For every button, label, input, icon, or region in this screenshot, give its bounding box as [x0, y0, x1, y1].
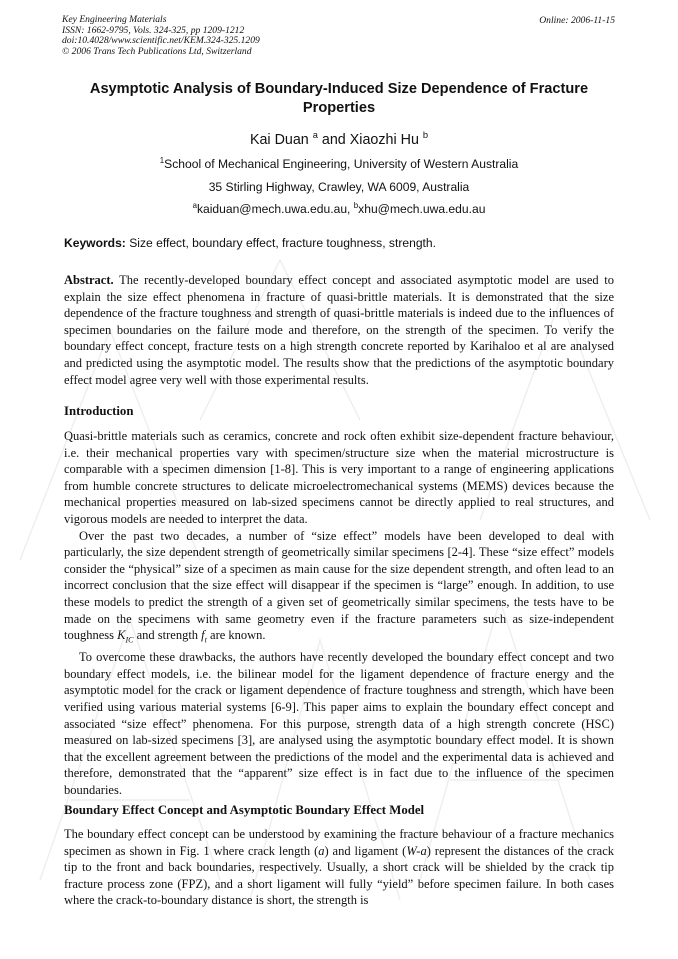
email-marker: a: [192, 200, 197, 210]
author-name: Xiaozhi Hu: [349, 132, 419, 148]
symbol-kic: K: [117, 628, 126, 643]
affiliation-marker: 1: [159, 155, 165, 165]
section2-body: [64, 826, 614, 909]
author-line: [62, 132, 616, 148]
paper-title: Asymptotic Analysis of Boundary-Induced Size Dependence of Fracture Properties: [89, 81, 589, 116]
email-marker: b: [353, 200, 359, 210]
keywords-label: Keywords:: [64, 236, 126, 250]
abstract-label: Abstract.: [64, 273, 114, 287]
paragraph: The boundary effect concept can be understood by examining the fracture behaviour of a fracture mechanics specimen as shown in Fig. 1 where crack length (a) and ligament (W-a) represent the distances of the crack tip to the front and back boundaries, respectively. Usually, a short crack will be shielded by the crack tip fracture process zone (FPZ), and a short ligament will fully “yield” before specimen failure. In both cases where the crack-to-boundary distance is short, the strength is: [64, 827, 614, 908]
paragraph: To overcome these drawbacks, the authors have recently developed the boundary effect concept and two boundary effect models, i.e. the bilinear model for the ligament dependence of fracture energy and the asymptotic model for the crack or ligament dependence of fracture toughness and strength, which have been verified using various material systems [6-9]. This paper aims to explain the boundary effect concept and associated “size effect” phenomena. For this purpose, strength data of a high strength concrete (HSC) measured on lab-sized specimens [3], are analysed using the asymptotic boundary effect model. It is shown that the excellent agreement between the predictions of the model and the experimental data is achieved and therefore, demonstrated that the “apparent” size effect is in fact due to the influence of the specimen boundaries.: [64, 650, 614, 797]
affiliation-line: [62, 157, 616, 171]
variable-a: a: [318, 843, 325, 858]
abstract: [64, 272, 614, 388]
section-heading-introduction: Introduction: [64, 404, 134, 418]
affiliation-marker: a: [312, 130, 318, 141]
affiliation-marker: b: [422, 130, 429, 141]
email-line: [62, 202, 616, 216]
paragraph: Quasi-brittle materials such as ceramics, concrete and rock often exhibit size-dependent fracture behaviour, i.e. their mechanical properties vary with specimen/structure size when the material microstructure is comparable with a specimen dimension [1-8]. This is very important to a range of engineering applications from humble concrete structures to delicate microelectromechanical systems (MEMS) devices because the mechanical properties measured on lab-sized specimens cannot be directly applied to real structures, and vigorous models are needed to interpret the data.: [64, 429, 614, 526]
variable-w-minus-a: W-a: [406, 843, 427, 858]
introduction-body: [64, 428, 614, 799]
issn-line: ISSN: 1662-9795, Vols. 324-325, pp 1209-1212: [62, 24, 245, 36]
paragraph: Over the past two decades, a number of “size effect” models have been developed to deal with particularly, the size dependent strength of geometrically similar specimens [2-4]. These “size effect” models consider the “physical” size of a specimen as main cause for the size dependent strength, and often lead to an incorrect conclusion that the size effect will disappear if the specimen is “large” enough. In addition, to use these models to predict the strength of a given set of geometrically similar specimens, the tests have to be made on the specimens with same geometry even if the fracture parameters such as size-independent toughness $K_{IC}$ and strength $f_t$ are known.: [64, 528, 614, 645]
author-separator: and: [321, 132, 346, 148]
symbol-ft: f: [201, 628, 205, 643]
keywords: [64, 236, 436, 250]
keywords-text: Size effect, boundary effect, fracture toughness, strength.: [129, 236, 436, 250]
author-name: Kai Duan: [249, 132, 309, 148]
online-date: Online: 2006-11-15: [539, 15, 615, 26]
doi-line: doi:10.4028/www.scientific.net/KEM.324-325.1209: [62, 35, 260, 47]
address-line: 35 Stirling Highway, Crawley, WA 6009, Australia: [208, 180, 470, 194]
section-heading-boundary-effect: Boundary Effect Concept and Asymptotic Boundary Effect Model: [64, 803, 425, 817]
email-address: xhu@mech.uwa.edu.au: [358, 202, 486, 216]
journal-header: [62, 15, 260, 57]
copyright-line: © 2006 Trans Tech Publications Ltd, Switzerland: [62, 45, 252, 57]
journal-name: Key Engineering Materials: [62, 14, 167, 25]
affiliation-text: School of Mechanical Engineering, University of Western Australia: [164, 157, 519, 171]
abstract-text: The recently-developed boundary effect concept and associated asymptotic model are used to explain the size effect phenomena in fracture of quasi-brittle materials. It is demonstrated that the size dependence of the fracture toughness and strength of quasi-brittle materials is indeed due to the influences of specimen boundaries on the failure mode and therefore, on the strength of the specimen. To verify the boundary effect concept, fracture tests on a high strength concrete reported by Karihaloo et al are analysed and predicted using the asymptotic model. The results show that the predictions of the asymptotic boundary effect model agree very well with those experimental results.: [64, 273, 614, 387]
email-address: kaiduan@mech.uwa.edu.au,: [196, 202, 351, 216]
